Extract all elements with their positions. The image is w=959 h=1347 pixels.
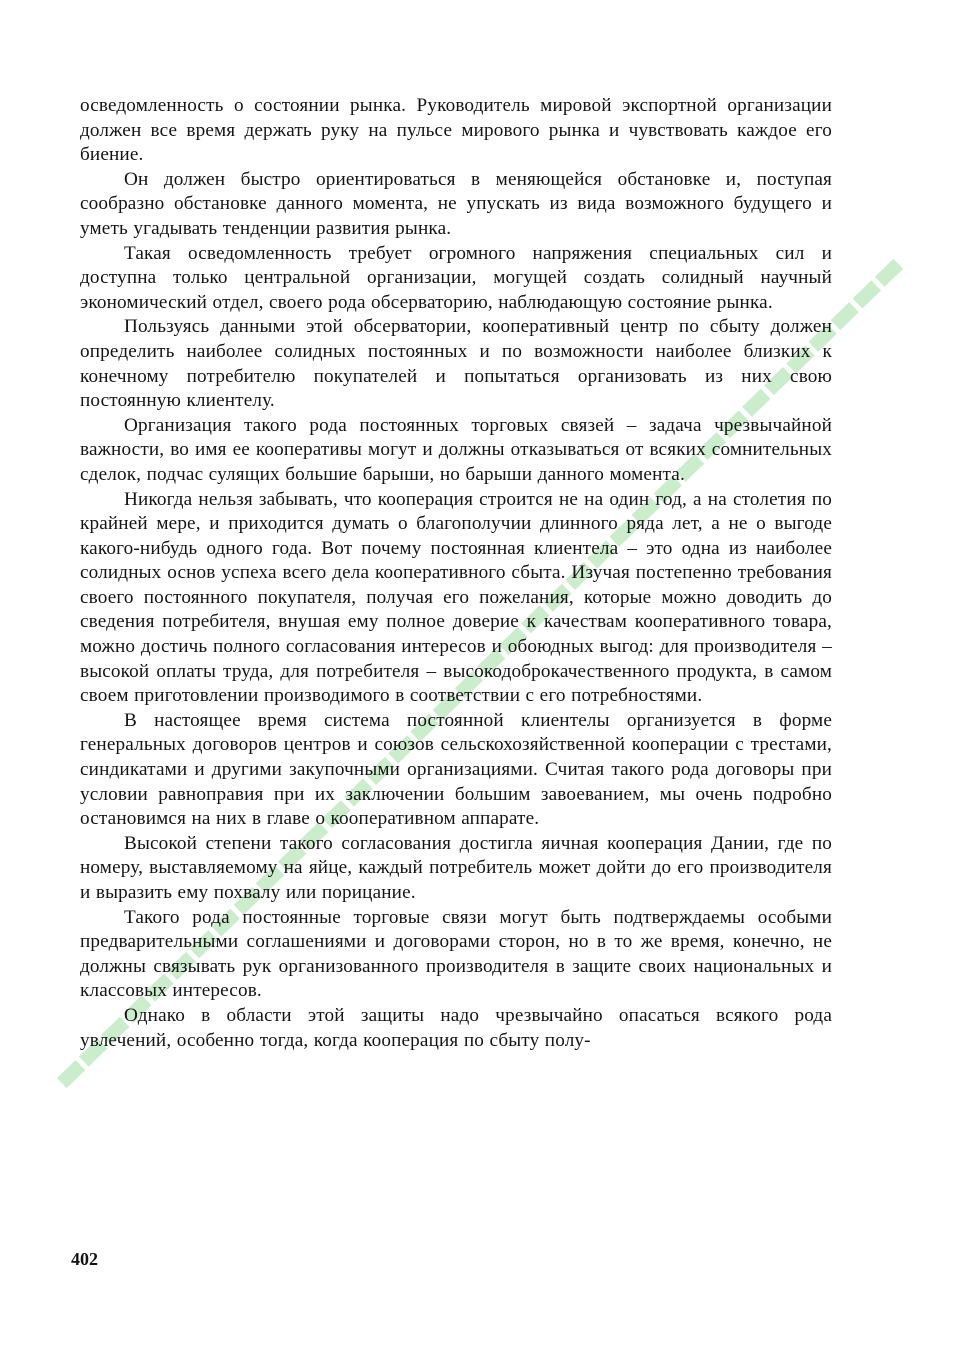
watermark-dash: [875, 259, 903, 287]
body-text: [80, 94, 832, 1053]
paragraph: Пользуясь данными этой обсерватории, кооперативный центр по сбыту должен определить наиболее солидных постоянных и по возможности наиболее близких к конечному потребителю покупателей и попытаться организовать из них свою постоянную клиентелу.: [80, 316, 832, 412]
watermark-dash: [831, 302, 859, 330]
paragraph: Высокой степени такого согласования достигла яичная кооперация Дании, где по номеру, выставляемому на яйце, каждый потребитель может дойти до его производителя и выразить ему похвалу или порицание.: [80, 832, 832, 903]
paragraph: Однако в области этой защиты надо чрезвычайно опасаться всякого рода увлечений, особенно тогда, когда кооперация по сбыту полу-: [80, 1004, 832, 1051]
paragraph: осведомленность о состоянии рынка. Руководитель мировой экспортной организации должен все время держать руку на пульсе мирового рынка и чувствовать каждое его биение.: [80, 95, 832, 166]
paragraph: Организация такого рода постоянных торговых связей – задача чрезвычайной важности, во имя ее кооперативы могут и должны отказываться от всяких сомнительных сделок, подчас сулящих большие барыши, но барыши данного момента.: [80, 414, 832, 485]
paragraph: Такая осведомленность требует огромного напряжения специальных сил и доступна только центральной организации, могущей создать солидный научный экономический отдел, своего рода обсерваторию, наблюдающую состояние рынка.: [80, 242, 832, 313]
watermark-dash: [57, 1060, 85, 1088]
paragraph: Никогда нельзя забывать, что кооперация строится не на один год, а на столетия по крайней мере, и приходится думать о благополучии длинного ряда лет, а не о выгоде какого-нибудь одного года. Вот почему постоянная клиентела – это одна из наиболее солидных основ успеха всего дела кооперативного сбыта. Изучая постепенно требования своего постоянного покупателя, получая его пожелания, которые можно доводить до сведения потребителя, внушая ему полное доверие к качествам кооперативного товара, можно достичь полного согласования интересов и обоюдных выгод: для производителя – высокой оплаты труда, для потребителя – высокодоброкачественного продукта, в самом своем приготовлении производимого в соответствии с его потребностями.: [80, 488, 832, 707]
paragraph: Он должен быстро ориентироваться в меняющейся обстановке и, поступая сообразно обстановке данного момента, не упускать из вида возможного будущего и уметь угадывать тенденции развития рынка.: [80, 168, 832, 239]
watermark-dash: [853, 280, 881, 308]
paragraph: В настоящее время система постоянной клиентелы организуется в форме генеральных договоров центров и союзов сельскохозяйственной кооперации с трестами, синдикатами и другими закупочными организациями. Считая такого рода договоры при условии равноправия при их заключении большим завоеванием, мы очень подробно остановимся на них в главе о кооперативном аппарате.: [80, 709, 832, 830]
paragraph: Такого рода постоянные торговые связи могут быть подтверждаемы особыми предварительными соглашениями и договорами сторон, но в то же время, конечно, не должны связывать рук организованного производителя в защите своих национальных и классовых интересов.: [80, 906, 832, 1002]
page-number: 402: [71, 1249, 98, 1269]
